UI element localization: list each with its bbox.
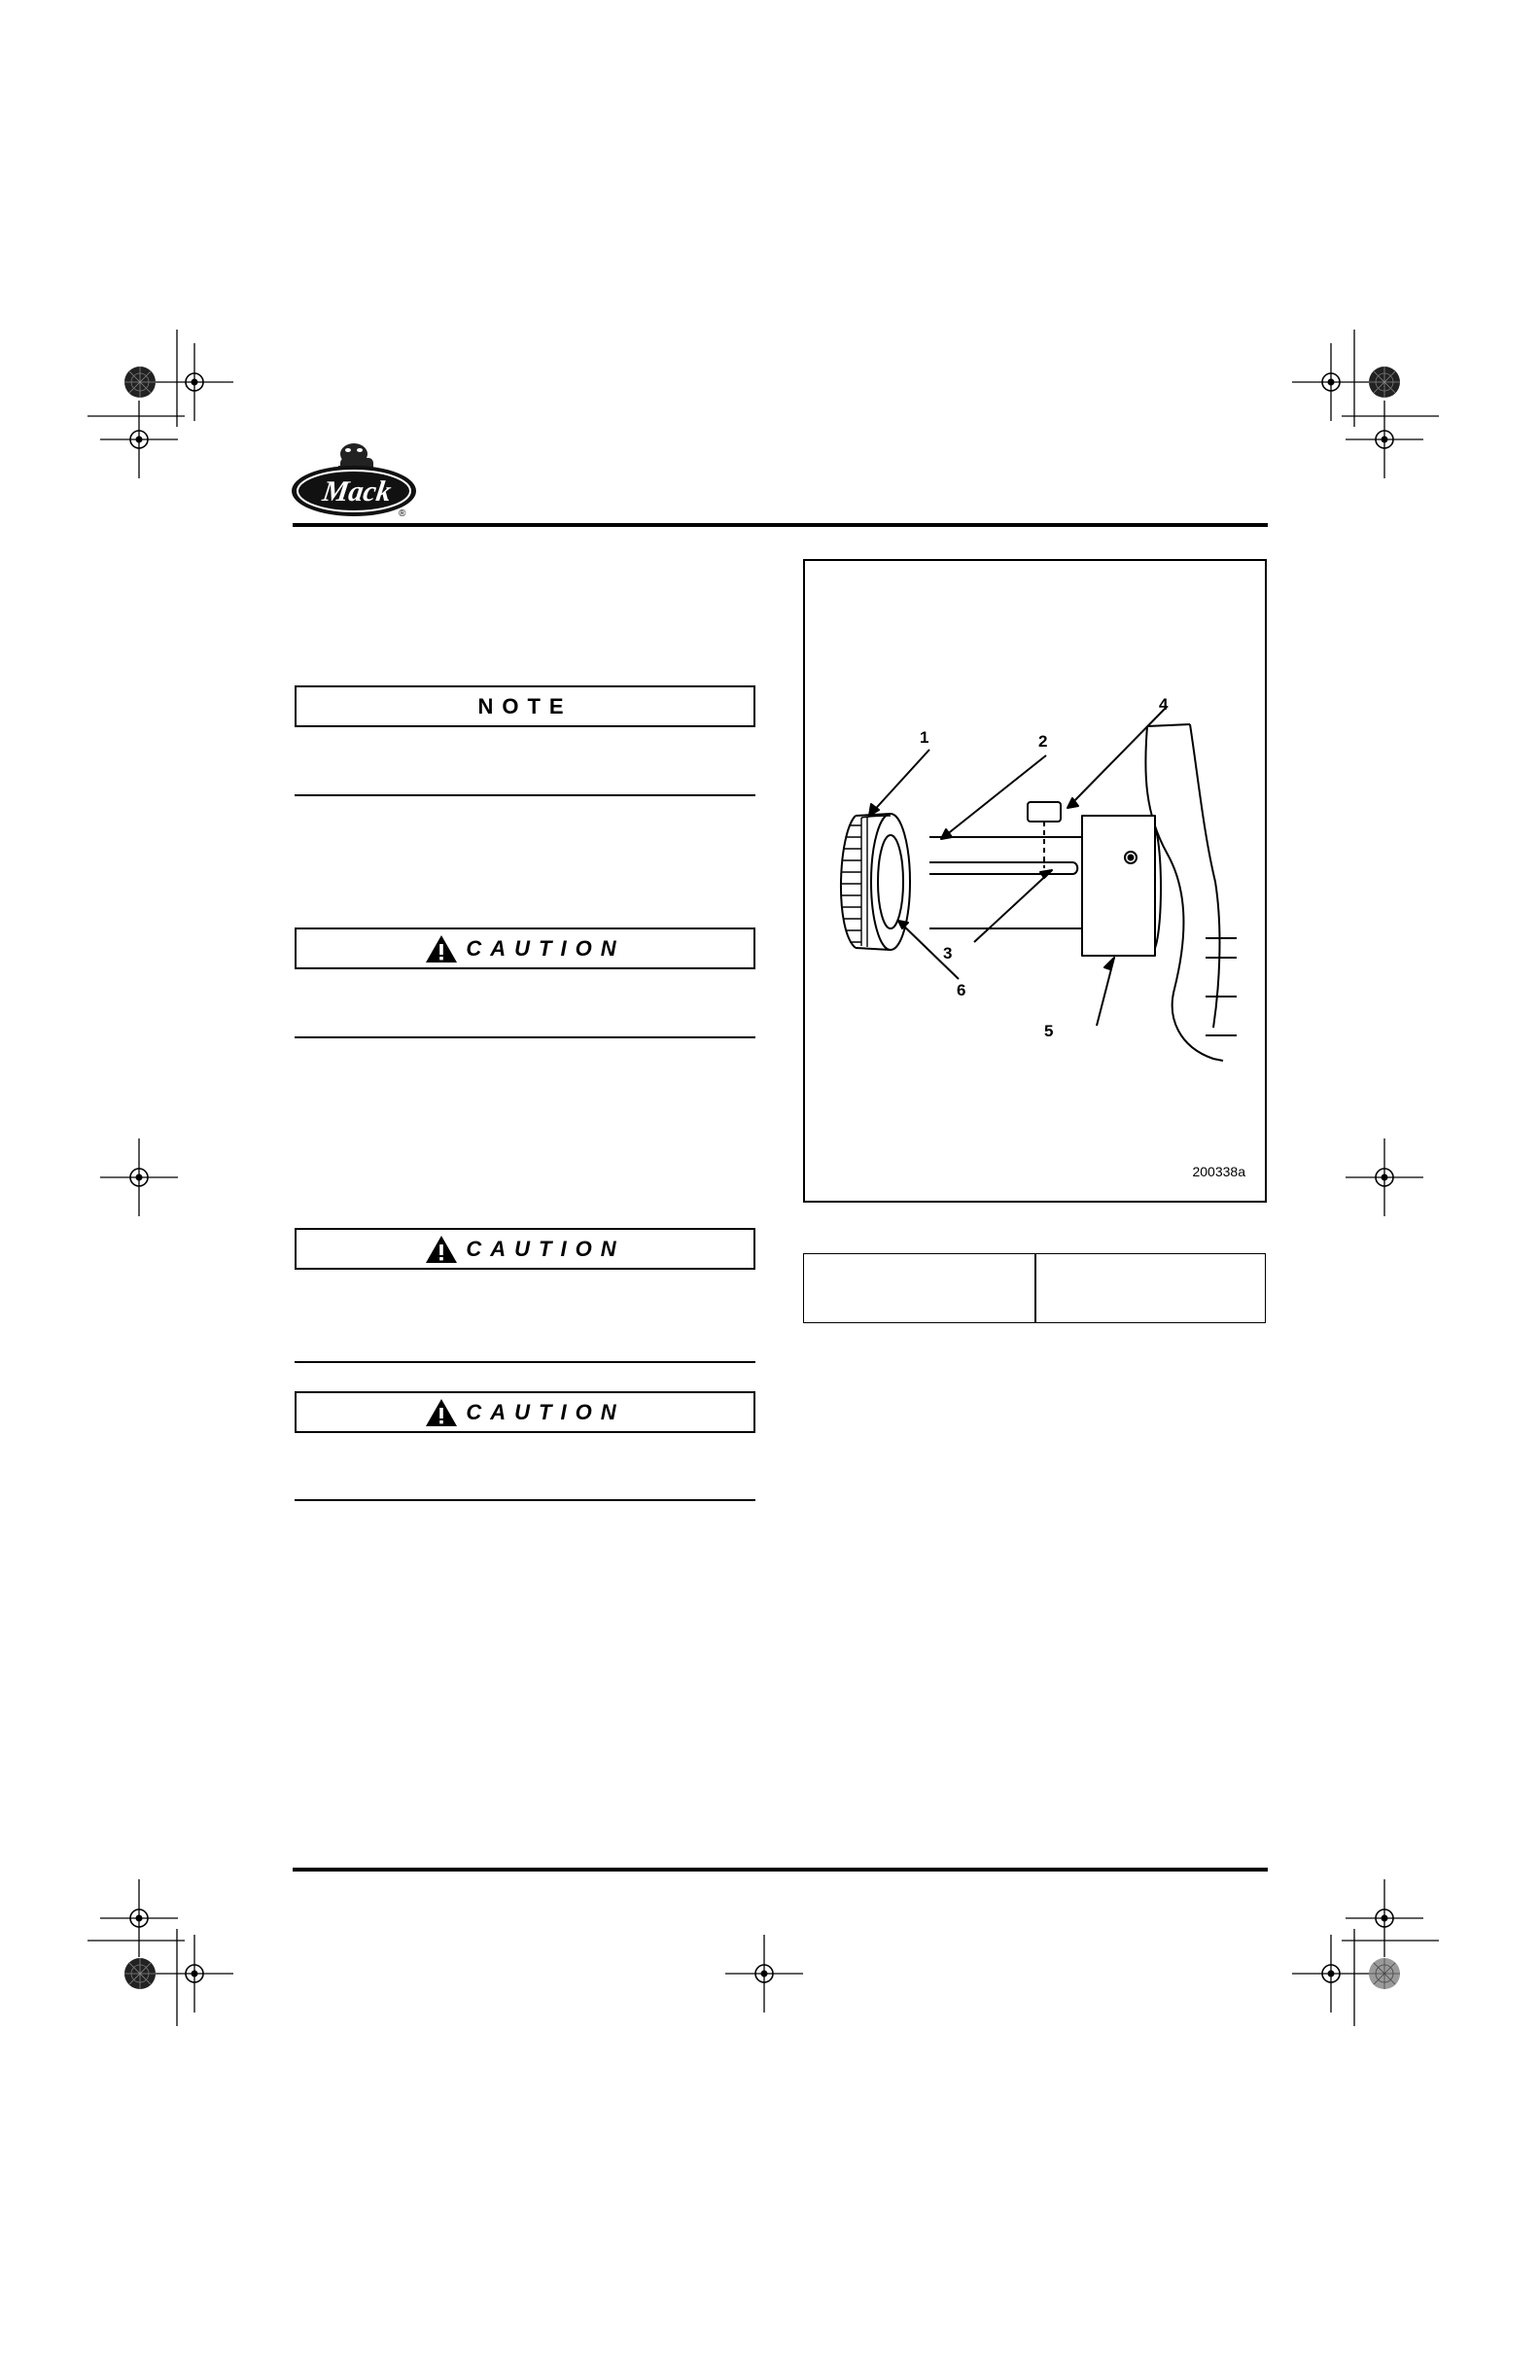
note-label: NOTE xyxy=(477,693,573,718)
note-box xyxy=(295,685,755,727)
logo-wordmark: Mack xyxy=(320,475,394,508)
registered-mark: ® xyxy=(399,508,406,519)
callout-3: 3 xyxy=(943,944,953,962)
warning-triangle-icon xyxy=(425,1235,458,1264)
gear-shaft-illustration xyxy=(805,561,1265,1201)
caution-label: CAUTION xyxy=(466,1399,625,1424)
callout-1: 1 xyxy=(920,728,929,747)
note-end-rule xyxy=(295,794,755,796)
caution-end-rule xyxy=(295,1361,755,1363)
figure-id: 200338a xyxy=(1192,1164,1245,1179)
callout-6: 6 xyxy=(957,981,966,999)
footer-rule xyxy=(293,1868,1268,1872)
caution-end-rule xyxy=(295,1036,755,1038)
callout-2: 2 xyxy=(1038,732,1048,751)
brand-logo xyxy=(290,433,424,520)
caution-label: CAUTION xyxy=(466,1236,625,1261)
table-column-divider xyxy=(1034,1254,1036,1322)
caution-end-rule xyxy=(295,1499,755,1501)
warning-triangle-icon xyxy=(425,1398,458,1427)
warning-triangle-icon xyxy=(425,934,458,963)
figure-box xyxy=(803,559,1267,1203)
caution-box xyxy=(295,928,755,969)
callout-4: 4 xyxy=(1159,695,1169,714)
caption-table xyxy=(803,1253,1266,1323)
caution-box xyxy=(295,1228,755,1270)
header-rule xyxy=(293,523,1268,527)
caution-box xyxy=(295,1391,755,1433)
callout-5: 5 xyxy=(1044,1022,1054,1040)
caution-label: CAUTION xyxy=(466,935,625,961)
